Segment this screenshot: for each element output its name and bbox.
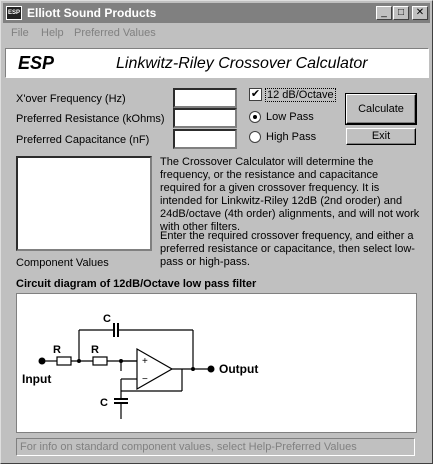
app-icon[interactable]: ESP	[6, 6, 22, 20]
resistance-label: Preferred Resistance (kOhms)	[16, 113, 165, 125]
minimize-button[interactable]	[376, 6, 392, 20]
menu-file[interactable]: File	[11, 27, 29, 39]
capacitance-label: Preferred Capacitance (nF)	[16, 134, 150, 146]
window-title: Elliott Sound Products	[27, 6, 157, 20]
slope-checkbox-label[interactable]: 12 dB/Octave	[267, 89, 334, 101]
c-top-label: C	[103, 313, 111, 325]
slope-checkbox[interactable]	[249, 88, 262, 101]
resistance-input[interactable]	[173, 108, 237, 128]
calculate-button[interactable]: Calculate	[346, 94, 416, 124]
high-pass-radio[interactable]	[249, 131, 261, 143]
circuit-heading: Circuit diagram of 12dB/Octave low pass filter	[16, 278, 257, 290]
low-pass-label[interactable]: Low Pass	[266, 111, 314, 123]
esp-logo: ESP	[18, 53, 55, 73]
output-terminal	[208, 366, 215, 373]
description-paragraph-1: The Crossover Calculator will determine the frequency, or the resistance and capacitance required for a given crossover frequency. It is intended for Linkwitz-Riley 12dB (2nd oroder) and 24dB/octave (4th order) alignments, and will not work with other filters.	[160, 156, 420, 233]
close-icon: ✕	[415, 7, 425, 18]
r2-label: R	[91, 344, 99, 356]
component-values-list[interactable]	[16, 156, 152, 251]
status-bar: For info on standard component values, select Help-Preferred Values	[16, 438, 415, 456]
description-paragraph-2: Enter the required crossover frequency, and either a preferred resistance or capacitance, then select low-pass or high-pass.	[160, 230, 415, 268]
checkmark-icon: ✔	[250, 88, 261, 100]
circuit-svg	[17, 294, 416, 432]
menu-bar	[3, 24, 430, 42]
app-title: Linkwitz-Riley Crossover Calculator	[116, 55, 368, 72]
input-terminal	[39, 358, 46, 365]
frequency-input[interactable]	[173, 88, 237, 108]
circuit-diagram	[16, 293, 417, 433]
exit-button[interactable]: Exit	[346, 128, 416, 145]
frequency-label: X'over Frequency (Hz)	[16, 93, 126, 105]
c-bottom-label: C	[100, 397, 108, 409]
resistor-r1	[57, 357, 71, 365]
component-values-label: Component Values	[16, 257, 109, 269]
resistor-r2	[93, 357, 107, 365]
capacitance-input[interactable]	[173, 129, 237, 149]
high-pass-label[interactable]: High Pass	[266, 131, 317, 143]
close-button[interactable]	[412, 6, 428, 20]
opamp-plus: +	[142, 356, 148, 367]
title-bar[interactable]	[3, 3, 430, 23]
r1-label: R	[53, 344, 61, 356]
opamp-minus: −	[142, 374, 148, 385]
menu-help[interactable]: Help	[41, 27, 64, 39]
output-label: Output	[219, 362, 259, 376]
maximize-button[interactable]	[393, 6, 409, 20]
input-label: Input	[22, 372, 52, 386]
low-pass-radio[interactable]	[249, 111, 261, 123]
header-panel	[5, 48, 429, 78]
minimize-icon: _	[381, 7, 387, 18]
maximize-icon: □	[397, 7, 405, 18]
menu-preferred-values[interactable]: Preferred Values	[74, 27, 156, 39]
